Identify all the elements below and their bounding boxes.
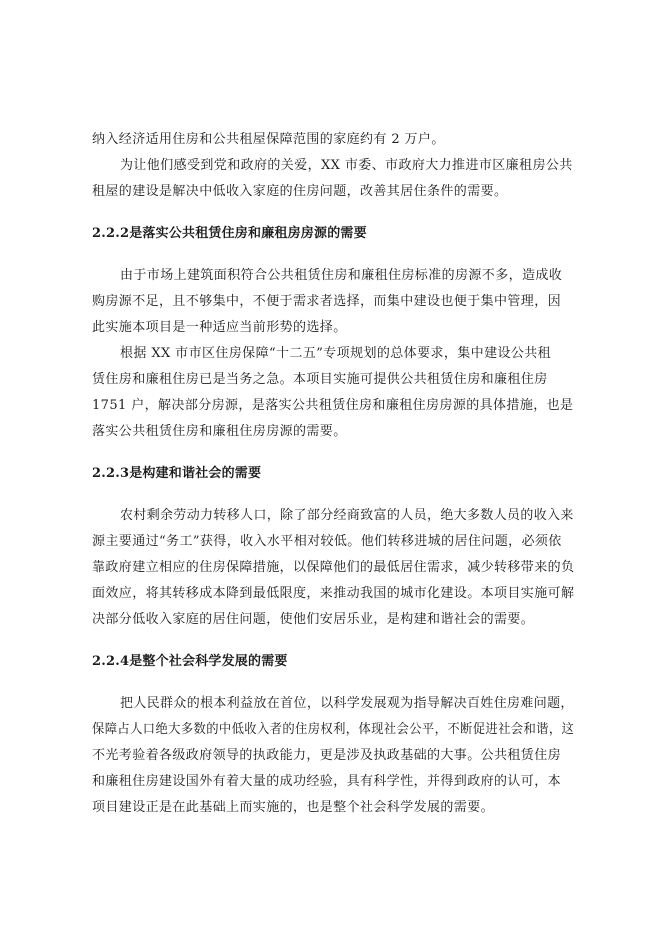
intro-line: 为让他们感受到党和政府的关爱，XX 市委、市政府大力推进市区廉租房公共 [120, 158, 573, 173]
paragraph-line: 源主要通过“务工”获得，收入水平相对较低。他们转移进城的居住问题，必须依 [92, 534, 562, 549]
paragraph-line: 保障占人口绝大多数的中低收入者的住房权利，体现社会公平，不断促进社会和谐，这 [92, 722, 575, 737]
paragraph-line: 购房源不足，且不够集中，不便于需求者选择，而集中建设也便于集中管理，因 [92, 294, 562, 309]
intro-line: 租屋的建设是解决中低收入家庭的住房问题，改善其居住条件的需要。 [92, 184, 508, 199]
paragraph-line: 由于市场上建筑面积符合公共租赁住房和廉租住房标准的房源不多，造成收 [120, 268, 563, 283]
section-heading-2-2-3: 2.2.3是构建和谐社会的需要 [92, 466, 262, 481]
paragraph-line: 此实施本项目是一种适应当前形势的选择。 [92, 320, 347, 335]
section-heading-2-2-4: 2.2.4是整个社会科学发展的需要 [92, 654, 288, 669]
paragraph-line: 把人民群众的根本利益放在首位，以科学发展观为指导解决百姓住房难问题， [120, 696, 574, 711]
paragraph-line: 农村剩余劳动力转移人口，除了部分经商致富的人员，绝大多数人员的收入来 [120, 508, 574, 523]
paragraph-line: 项目建设正是在此基础上而实施的，也是整个社会科学发展的需要。 [92, 800, 495, 815]
section-heading-2-2-2: 2.2.2是落实公共租赁住房和廉租房房源的需要 [92, 226, 367, 241]
paragraph-line: 落实公共租赁住房和廉租住房房源的需要。 [92, 424, 347, 439]
intro-line: 纳入经济适用住房和公共租屋保障范围的家庭约有 2 万户。 [92, 132, 445, 147]
paragraph-line: 根据 XX 市市区住房保障“十二五”专项规划的总体要求，集中建设公共租 [120, 346, 552, 361]
paragraph-line: 赁住房和廉租住房已是当务之急。本项目实施可提供公共租赁住房和廉租住房 [92, 372, 548, 387]
paragraph-line: 不光考验着各级政府领导的执政能力，更是涉及执政基础的大事。公共租赁住房 [92, 748, 562, 763]
paragraph-line: 靠政府建立相应的住房保障措施，以保障他们的最低居住需求，减少转移带来的负 [92, 560, 575, 575]
paragraph-line: 决部分低收入家庭的居住问题，使他们安居乐业，是构建和谐社会的需要。 [92, 612, 535, 627]
paragraph-line: 面效应，将其转移成本降到最低限度，来推动我国的城市化建设。本项目实施可解 [92, 586, 575, 601]
paragraph-line: 和廉租住房建设国外有着大量的成功经验，具有科学性，并得到政府的认可，本 [92, 774, 562, 789]
paragraph-line: 1751 户，解决部分房源，是落实公共租赁住房和廉租住房房源的具体措施，也是 [92, 398, 574, 413]
